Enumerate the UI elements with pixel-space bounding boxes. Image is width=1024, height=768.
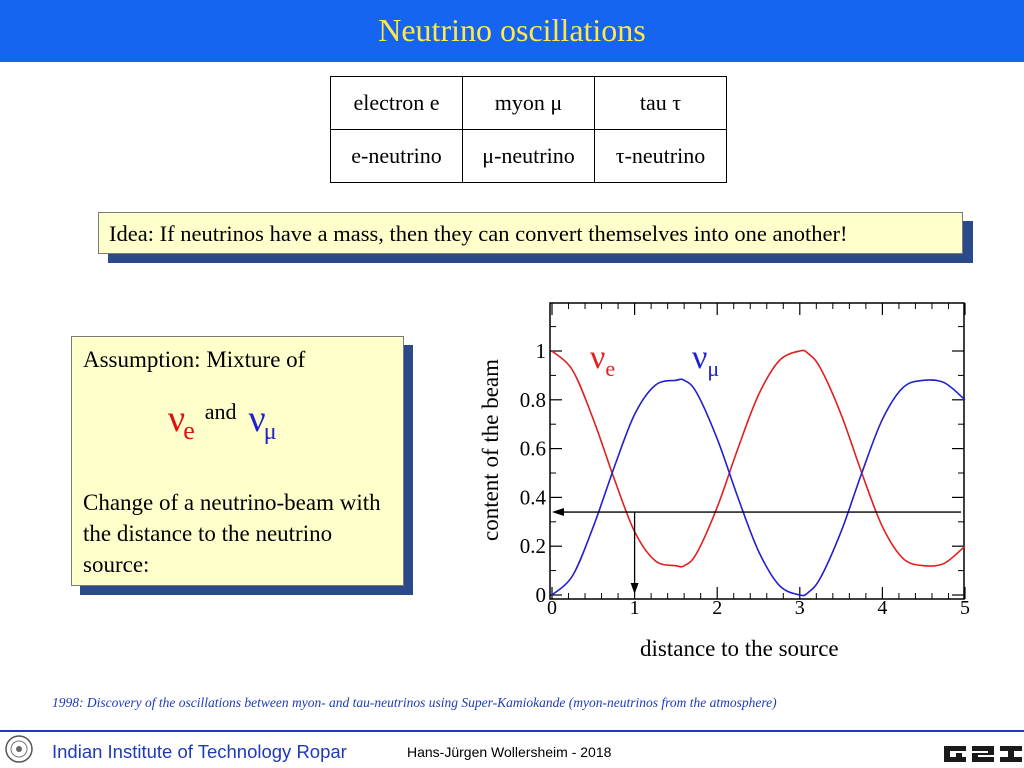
x-tick-label: 5	[960, 597, 970, 619]
gsi-logo	[944, 744, 1022, 764]
idea-text: Idea: If neutrinos have a mass, then they can convert themselves into one another!	[109, 221, 848, 246]
nu-mu-symbol: ν	[248, 398, 266, 440]
table-row	[331, 130, 727, 183]
author-credit: Hans-Jürgen Wollersheim - 2018	[407, 744, 612, 760]
slide-title: Neutrino oscillations	[378, 12, 646, 48]
table-cell-myon: myon μ	[463, 77, 595, 130]
table-cell-tau: tau τ	[595, 77, 727, 130]
nu-mu-subscript: μ	[263, 419, 277, 445]
title-bar	[0, 0, 1024, 62]
table-row	[331, 77, 727, 130]
y-tick-label: 0.8	[519, 387, 546, 412]
series-label-nu-mu: $\nu_\mu$	[692, 339, 720, 381]
arrow-head-down	[631, 583, 639, 594]
series-label-nu-e: $\nu_e$	[590, 339, 616, 381]
y-tick-label: 1	[535, 339, 546, 363]
series-line-nu-e	[552, 350, 965, 566]
and-text: and	[204, 399, 237, 424]
x-tick-label: 4	[877, 597, 888, 619]
assumption-box	[71, 336, 404, 586]
y-tick-label: 0.2	[519, 534, 546, 559]
x-axis-title: distance to the source	[640, 636, 839, 661]
x-tick-label: 0	[547, 597, 557, 619]
idea-box	[98, 212, 963, 254]
y-axis-title: content of the beam	[478, 358, 503, 542]
plot-frame	[550, 303, 964, 599]
lepton-table	[330, 76, 727, 183]
table-cell-e-neutrino: e-neutrino	[331, 130, 463, 183]
arrow-head-left	[552, 508, 564, 516]
institute-seal-logo	[4, 734, 34, 764]
y-tick-label: 0.4	[519, 485, 546, 510]
footer-divider	[0, 730, 1024, 732]
footnote: 1998: Discovery of the oscillations between myon- and tau-neutrinos using Super-Kamiokande (myon-neutrinos from the atmosphere)	[52, 695, 777, 710]
nu-e-subscript: e	[183, 416, 195, 445]
table-cell-tau-neutrino: τ-neutrino	[595, 130, 727, 183]
y-tick-label: 0	[535, 583, 546, 607]
change-description: Change of a neutrino-beam with the distance to the neutrino source:	[83, 490, 381, 577]
nu-e-symbol: ν	[168, 398, 186, 440]
neutrino-mixture-row	[168, 397, 277, 446]
oscillation-chart	[470, 295, 980, 625]
institute-name: Indian Institute of Technology Ropar	[52, 741, 347, 762]
table-cell-electron: electron e	[331, 77, 463, 130]
x-tick-label: 3	[794, 597, 805, 619]
y-tick-label: 0.6	[519, 436, 546, 461]
table-cell-mu-neutrino: μ-neutrino	[463, 130, 595, 183]
x-tick-label: 1	[629, 597, 640, 619]
assumption-heading: Assumption: Mixture of	[83, 347, 306, 372]
x-tick-label: 2	[712, 597, 723, 619]
series-line-nu-mu	[552, 379, 965, 595]
